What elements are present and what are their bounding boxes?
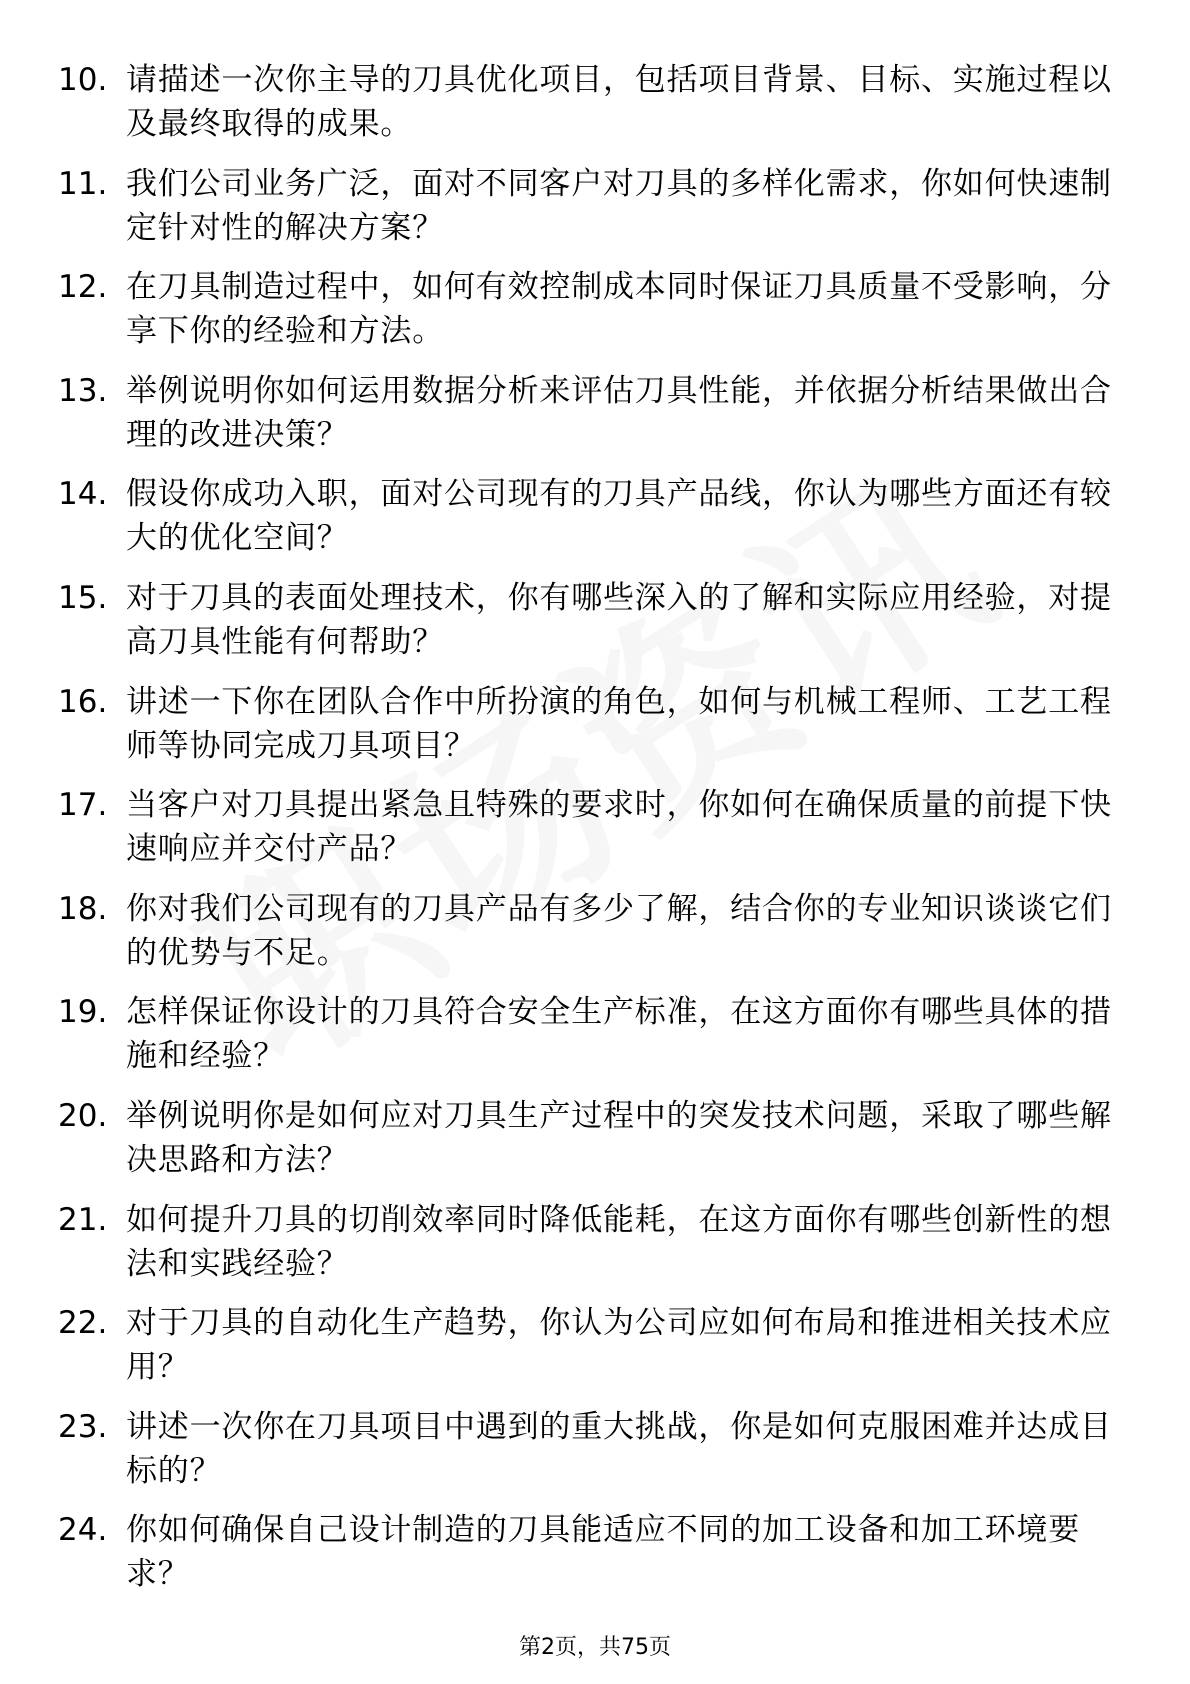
question-item <box>0 783 1190 887</box>
question-item <box>0 162 1190 266</box>
question-item <box>0 1405 1190 1509</box>
question-text: 如何提升刀具的切削效率同时降低能耗，在这方面你有哪些创新性的想法和实践经验？ <box>126 1201 1112 1282</box>
question-number: 13. <box>58 372 108 409</box>
question-text: 你对我们公司现有的刀具产品有多少了解，结合你的专业知识谈谈它们的优势与不足。 <box>126 890 1112 971</box>
question-number: 24. <box>58 1512 108 1549</box>
question-text: 假设你成功入职，面对公司现有的刀具产品线，你认为哪些方面还有较大的优化空间？ <box>126 476 1112 557</box>
question-number: 15. <box>58 579 108 616</box>
question-number: 21. <box>58 1201 108 1238</box>
question-item <box>0 369 1190 473</box>
question-text: 举例说明你是如何应对刀具生产过程中的突发技术问题，采取了哪些解决思路和方法？ <box>126 1097 1112 1178</box>
question-number: 12. <box>58 269 108 306</box>
question-item <box>0 472 1190 576</box>
question-number: 20. <box>58 1097 108 1134</box>
question-text: 讲述一次你在刀具项目中遇到的重大挑战，你是如何克服困难并达成目标的？ <box>126 1408 1112 1489</box>
question-text: 请描述一次你主导的刀具优化项目，包括项目背景、目标、实施过程以及最终取得的成果。 <box>126 62 1112 142</box>
question-number: 16. <box>58 683 108 720</box>
question-text: 讲述一下你在团队合作中所扮演的角色，如何与机械工程师、工艺工程师等协同完成刀具项目？ <box>126 683 1112 764</box>
question-number: 22. <box>58 1305 108 1342</box>
page-footer: 第2页，共75页 <box>519 1635 671 1660</box>
question-text: 举例说明你如何运用数据分析来评估刀具性能，并依据分析结果做出合理的改进决策？ <box>126 372 1112 453</box>
question-list <box>0 58 1190 1612</box>
question-item <box>0 1301 1190 1405</box>
question-text: 对于刀具的自动化生产趋势，你认为公司应如何布局和推进相关技术应用？ <box>126 1305 1112 1386</box>
question-text: 我们公司业务广泛，面对不同客户对刀具的多样化需求，你如何快速制定针对性的解决方案？ <box>126 165 1112 246</box>
question-item <box>0 576 1190 680</box>
question-item <box>0 990 1190 1094</box>
question-item <box>0 887 1190 991</box>
question-item <box>0 58 1190 162</box>
question-item <box>0 1094 1190 1198</box>
question-number: 19. <box>58 994 108 1031</box>
question-number: 11. <box>58 165 108 202</box>
question-text: 你如何确保自己设计制造的刀具能适应不同的加工设备和加工环境要求？ <box>126 1512 1080 1593</box>
question-item <box>0 1508 1190 1612</box>
question-number: 23. <box>58 1408 108 1445</box>
question-number: 10. <box>58 62 108 98</box>
question-number: 14. <box>58 476 108 513</box>
question-item <box>0 265 1190 369</box>
question-text: 当客户对刀具提出紧急且特殊的要求时，你如何在确保质量的前提下快速响应并交付产品？ <box>126 787 1112 868</box>
question-item <box>0 680 1190 784</box>
question-number: 17. <box>58 787 108 824</box>
question-item <box>0 1198 1190 1302</box>
question-text: 怎样保证你设计的刀具符合安全生产标准，在这方面你有哪些具体的措施和经验？ <box>126 994 1112 1075</box>
question-number: 18. <box>58 890 108 927</box>
question-text: 对于刀具的表面处理技术，你有哪些深入的了解和实际应用经验，对提高刀具性能有何帮助？ <box>126 579 1112 660</box>
question-text: 在刀具制造过程中，如何有效控制成本同时保证刀具质量不受影响，分享下你的经验和方法。 <box>126 269 1112 350</box>
